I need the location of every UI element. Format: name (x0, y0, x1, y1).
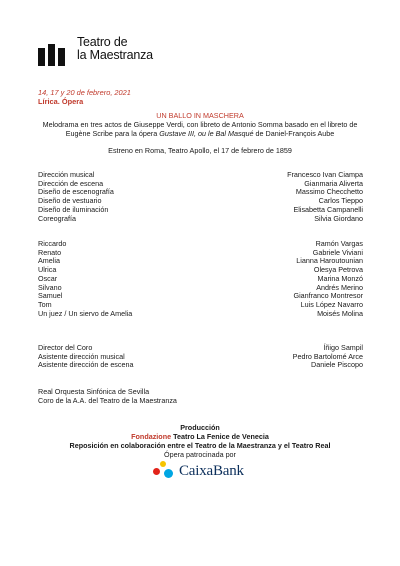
role-label: Asistente dirección musical (38, 351, 125, 361)
person-name: Olesya Petrova (313, 265, 363, 275)
person-name: Marina Monzó (317, 273, 363, 283)
sponsored-by-label: Ópera patrocinada por (164, 450, 236, 459)
credits-row (38, 215, 363, 224)
person-name: Pedro Bartolomé Arce (292, 351, 363, 361)
logo-line-2: la Maestranza (77, 48, 153, 62)
work-title: UN BALLO IN MASCHERA (156, 111, 244, 120)
choir-name: Coro de la A.A. del Teatro de la Maestranza (38, 395, 177, 405)
role-label: Dirección de escena (38, 178, 104, 188)
role-label: Director del Coro (38, 343, 93, 352)
work-description: Melodrama en tres actos de Giuseppe Verdi, con libreto de Antonio Somma basado en el libreto de Eugène Scribe para la ópera Gustave III, ou le Bal Masqué de Daniel-François Aube (42, 120, 358, 138)
role-label: Riccardo (38, 239, 67, 248)
role-label: Dirección musical (38, 170, 95, 179)
role-label: Renato (38, 247, 62, 257)
cast-row (38, 266, 363, 275)
person-name: Gianfranco Montresor (293, 291, 363, 301)
caixabank-star-icon (150, 461, 176, 481)
person-name: Gabriele Viviani (312, 247, 363, 257)
role-label: Diseño de escenografía (38, 187, 114, 197)
role-label: Amelia (38, 256, 60, 266)
role-label: Un juez / Un siervo de Amelia (38, 308, 133, 318)
person-name: Massimo Checchetto (295, 187, 363, 197)
event-dates: 14, 17 y 20 de febrero, 2021 (38, 88, 131, 97)
person-name: Daniele Piscopo (311, 360, 363, 370)
role-label: Oscar (38, 273, 58, 283)
orchestra-name: Real Orquesta Sinfónica de Sevilla (38, 387, 150, 396)
person-name: Gianmaria Aliverta (304, 178, 363, 188)
person-name: Moisés Molina (317, 308, 363, 318)
person-name: Francesco Ivan Ciampa (287, 170, 363, 179)
person-name: Elisabetta Campanelli (293, 204, 363, 214)
role-label: Silvano (38, 282, 62, 292)
staff-list (38, 344, 363, 370)
credits-list (38, 171, 363, 223)
person-name: Luis López Navarro (300, 299, 363, 309)
role-label: Asistente dirección de escena (38, 360, 134, 370)
person-name: Carlos Tieppo (318, 196, 363, 206)
person-name: Lianna Haroutounian (296, 256, 363, 266)
production-collaboration: Reposición en colaboración entre el Teatro de la Maestranza y el Teatro Real (69, 441, 331, 450)
role-label: Samuel (38, 291, 63, 301)
staff-row (38, 361, 363, 370)
role-label: Coreografía (38, 213, 76, 223)
source-opera-title: Gustave III, ou le Bal Masqué (159, 128, 254, 138)
premiere-info: Estreno en Roma, Teatro Apollo, el 17 de febrero de 1859 (108, 146, 292, 155)
teatro-logo (38, 36, 153, 68)
role-label: Ulrica (38, 265, 57, 275)
sponsor-name: CaixaBank (179, 462, 244, 479)
sponsor-logo (150, 461, 244, 481)
logo-line-1: Teatro de (77, 35, 128, 49)
production-heading: Producción (180, 423, 220, 432)
cast-list (38, 240, 363, 318)
event-genre: Lírica. Ópera (38, 97, 84, 106)
teatro-logo-text (77, 36, 153, 62)
person-name: Silvia Giordano (314, 213, 363, 223)
role-label: Diseño de iluminación (38, 204, 109, 214)
role-label: Diseño de vestuario (38, 196, 102, 206)
person-name: Andrés Merino (316, 282, 363, 292)
production-origin: Fondazione Teatro La Fenice de Venecia (131, 432, 269, 441)
person-name: Ramón Vargas (315, 239, 363, 248)
ensembles (38, 388, 177, 405)
role-label: Tom (38, 299, 52, 309)
cast-row (38, 310, 363, 319)
teatro-logo-icon (38, 40, 68, 66)
cast-row (38, 275, 363, 284)
person-name: Íñigo Sampil (323, 343, 363, 352)
